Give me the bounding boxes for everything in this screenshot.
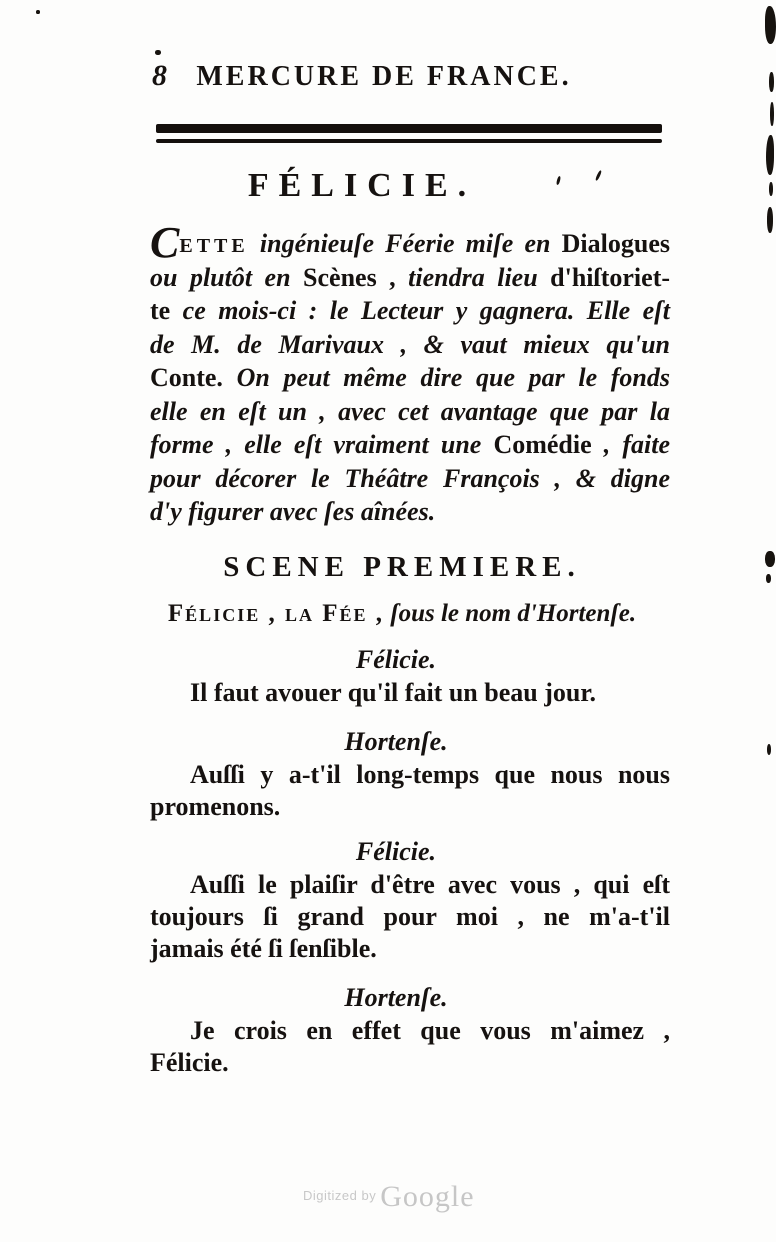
dialogue-line: promenons. bbox=[150, 791, 281, 821]
rule-thick bbox=[156, 124, 662, 133]
ink-speck bbox=[769, 182, 773, 196]
paragraph-line: CETTE ingénieuſe Féerie miſe en Dialogues bbox=[150, 218, 670, 267]
page-number: 8 bbox=[152, 59, 167, 92]
speaker-name: Félicie. bbox=[355, 644, 437, 674]
paragraph-line: te ce mois-ci : le Lecteur y gagnera. Elle eſt bbox=[150, 296, 670, 325]
paragraph-line: Conte. On peut même dire que par le fonds bbox=[150, 363, 670, 392]
watermark-prefix: Digitized by bbox=[303, 1188, 377, 1203]
ink-speck bbox=[767, 207, 773, 233]
paragraph-line: de M. de Marivaux , & vaut mieux qu'un bbox=[150, 329, 670, 359]
cast-line bbox=[142, 597, 662, 631]
ink-speck bbox=[765, 6, 776, 44]
dialogue-line: Félicie. bbox=[150, 1047, 229, 1077]
drop-cap-initial: C bbox=[150, 218, 180, 267]
ink-speck bbox=[36, 10, 40, 14]
scene-heading: SCENE PREMIERE. bbox=[223, 550, 581, 583]
dialogue bbox=[150, 643, 670, 1079]
ink-speck bbox=[155, 50, 161, 55]
ink-speck bbox=[766, 135, 774, 175]
ink-speck bbox=[767, 744, 771, 755]
paragraph-line: forme , elle eſt vraiment une Comédie , faite bbox=[150, 430, 671, 459]
ink-speck bbox=[766, 574, 771, 583]
paragraph-line: elle en eſt un , avec cet avantage que par la bbox=[150, 396, 670, 426]
speaker-name: Félicie. bbox=[355, 836, 437, 866]
cast-note: ſous le nom d'Hortenſe. bbox=[384, 599, 637, 627]
dialogue-line: Il faut avouer qu'il fait un beau jour. bbox=[190, 677, 596, 707]
double-rule bbox=[156, 124, 662, 143]
text-column bbox=[150, 0, 670, 1079]
dialogue-line: toujours ſi grand pour moi , ne m'a-t'il bbox=[150, 901, 670, 931]
paragraph-line: ou plutôt en Scènes , tiendra lieu d'hiſtoriet- bbox=[150, 262, 671, 292]
article-title: FÉLICIE. bbox=[247, 167, 477, 204]
rule-thin bbox=[156, 139, 662, 143]
paragraph-line: pour décorer le Théâtre François , & digne bbox=[150, 463, 670, 493]
dialogue-line: Auſſi y a-t'il long-temps que nous nous bbox=[190, 759, 670, 789]
speaker-name: Hortenſe. bbox=[344, 726, 448, 756]
journal-title: MERCURE DE FRANCE. bbox=[196, 61, 572, 92]
ink-speck bbox=[765, 551, 775, 567]
paragraph-line: d'y figurer avec ſes aînées. bbox=[150, 497, 436, 526]
google-logo: Google bbox=[380, 1180, 475, 1213]
dialogue-line: jamais été ſi ſenſible. bbox=[150, 933, 377, 963]
ink-speck bbox=[770, 102, 774, 126]
cast-names: Félicie , la Fée , bbox=[167, 599, 384, 627]
dialogue-line: Auſſi le plaiſir d'être avec vous , qui eſt bbox=[190, 869, 670, 899]
dialogue-line: Je crois en effet que vous m'aimez , bbox=[190, 1015, 670, 1045]
page-header bbox=[150, 58, 670, 96]
speaker-name: Hortenſe. bbox=[344, 982, 448, 1012]
google-watermark bbox=[303, 1180, 475, 1214]
intro-paragraph bbox=[150, 218, 671, 529]
ink-speck bbox=[769, 72, 774, 92]
